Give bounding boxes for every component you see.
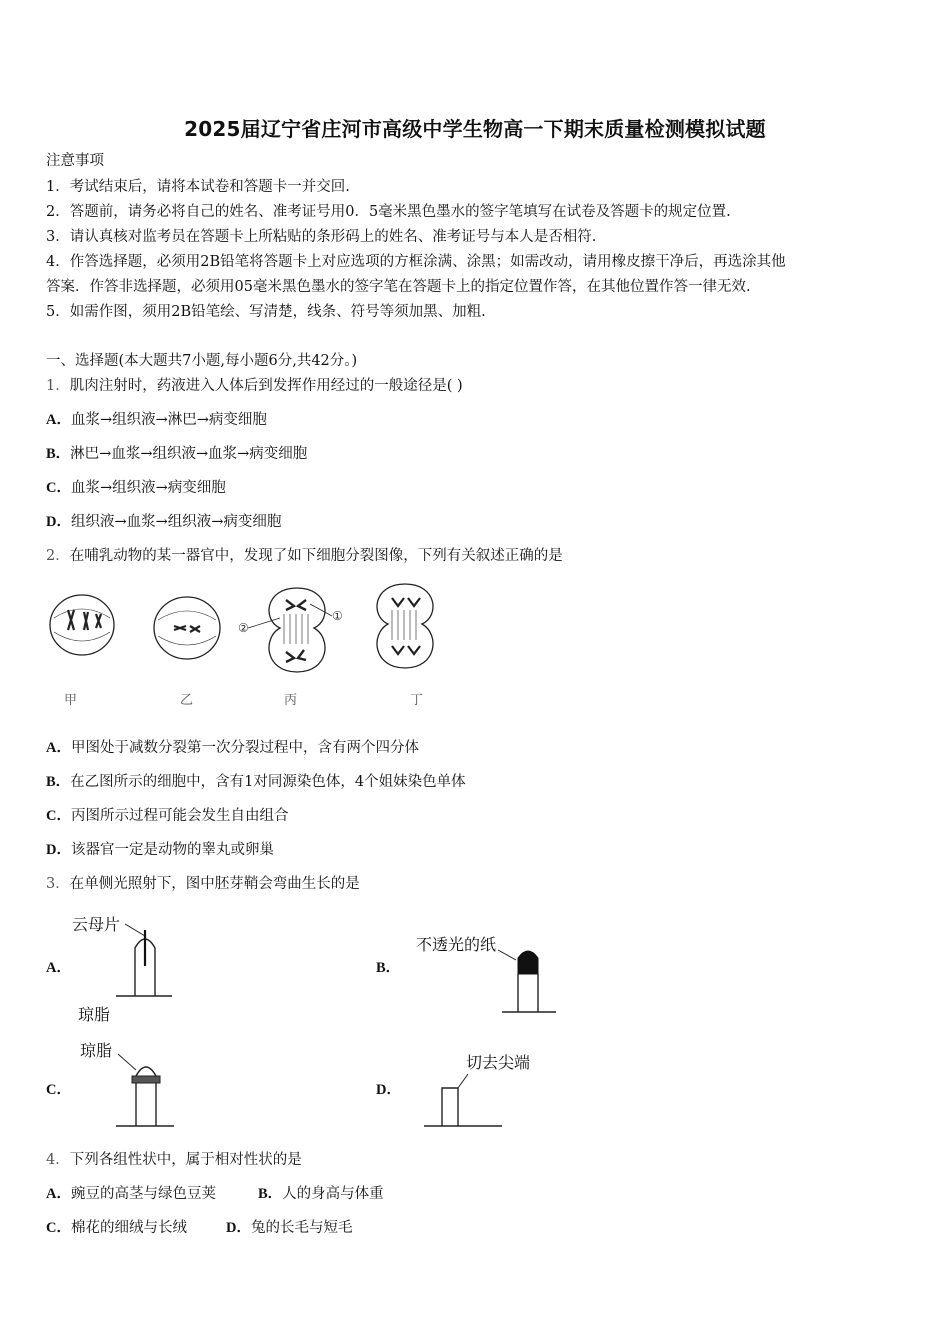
page-title: 2025届辽宁省庄河市高级中学生物高一下期末质量检测模拟试题 bbox=[184, 117, 766, 141]
coleoptile-mica-figure bbox=[70, 908, 190, 1023]
option-text: 人的身高与体重 bbox=[282, 1186, 384, 1202]
option-letter: B． bbox=[376, 960, 401, 976]
option-letter: D． bbox=[46, 842, 71, 858]
coleoptile-opaque-cap-figure bbox=[412, 928, 562, 1018]
question-text: 在单侧光照射下，图中胚芽鞘会弯曲生长的是 bbox=[69, 876, 360, 892]
question-number: 3． bbox=[46, 876, 70, 892]
q2-option-d[interactable] bbox=[46, 840, 274, 860]
q4-option-c[interactable] bbox=[46, 1218, 187, 1238]
q1-option-c[interactable] bbox=[46, 478, 226, 498]
q2-option-b[interactable] bbox=[46, 772, 466, 792]
q4-option-d[interactable] bbox=[226, 1218, 352, 1238]
question-number: 4． bbox=[46, 1152, 70, 1168]
notice-item: 2．答题前，请务必将自己的姓名、准考证号用0．5毫米黑色墨水的签字笔填写在试卷及答题卡的规定位置. bbox=[46, 204, 731, 220]
figure-label-jia: 甲 bbox=[64, 693, 78, 708]
option-letter: D． bbox=[226, 1220, 251, 1236]
option-letter: C． bbox=[46, 1220, 71, 1236]
question-1-stem bbox=[46, 376, 463, 396]
section-heading: 一、选择题(本大题共7小题,每小题6分,共42分。) bbox=[46, 353, 358, 369]
q4-option-a[interactable] bbox=[46, 1184, 216, 1204]
q1-option-a[interactable] bbox=[46, 410, 267, 430]
q3-option-d[interactable] bbox=[376, 1080, 401, 1100]
question-number: 2． bbox=[46, 548, 70, 564]
q3-option-a[interactable] bbox=[46, 958, 71, 978]
q2-option-a[interactable] bbox=[46, 738, 419, 758]
option-text: 该器官一定是动物的睾丸或卵巢 bbox=[70, 842, 274, 858]
option-letter: D． bbox=[376, 1082, 401, 1098]
figure-label-yi: 乙 bbox=[180, 693, 194, 708]
question-text: 肌肉注射时，药液进入人体后到发挥作用经过的一般途径是( ) bbox=[69, 378, 463, 394]
q4-option-b[interactable] bbox=[258, 1184, 384, 1204]
option-text: 血浆→组织液→病变细胞 bbox=[70, 480, 226, 496]
figure-label-bing: 丙 bbox=[284, 693, 298, 708]
option-text: 在乙图所示的细胞中，含有1对同源染色体，4个姐妹染色单体 bbox=[70, 774, 466, 790]
option-letter: A． bbox=[46, 1186, 71, 1202]
option-letter: C． bbox=[46, 1082, 71, 1098]
figure-label-mica: 云母片 bbox=[72, 915, 121, 934]
question-4-stem bbox=[46, 1150, 302, 1170]
option-letter: A． bbox=[46, 960, 71, 976]
notice-item: 1．考试结束后，请将本试卷和答题卡一并交回. bbox=[46, 179, 350, 195]
cell-bing bbox=[248, 588, 332, 672]
figure-mark-1: ① bbox=[332, 609, 343, 623]
notice-item: 4．作答选择题，必须用2B铅笔将答题卡上对应选项的方框涂满、涂黑；如需改动，请用橡皮擦干净后，再选涂其他 bbox=[46, 254, 786, 270]
option-letter: A． bbox=[46, 740, 71, 756]
cell-yi bbox=[154, 597, 220, 659]
figure-mark-2: ② bbox=[238, 621, 249, 635]
figure-label-agar: 琼脂 bbox=[78, 1005, 111, 1024]
figure-label-tip-removed: 切去尖端 bbox=[466, 1053, 531, 1072]
option-letter: C． bbox=[46, 808, 71, 824]
option-text: 组织液→血浆→组织液→病变细胞 bbox=[70, 514, 282, 530]
option-letter: B． bbox=[46, 774, 71, 790]
option-letter: A． bbox=[46, 412, 71, 428]
figure-label-opaque-paper: 不透光的纸 bbox=[416, 935, 497, 954]
option-letter: B． bbox=[46, 446, 71, 462]
q1-option-b[interactable] bbox=[46, 444, 307, 464]
q3-option-c[interactable] bbox=[46, 1080, 71, 1100]
cell-division-figure bbox=[40, 580, 460, 710]
option-text: 棉花的细绒与长绒 bbox=[70, 1220, 187, 1236]
option-letter: B． bbox=[258, 1186, 283, 1202]
option-text: 淋巴→血浆→组织液→血浆→病变细胞 bbox=[70, 446, 308, 462]
q1-option-d[interactable] bbox=[46, 512, 281, 532]
question-text: 在哺乳动物的某一器官中，发现了如下细胞分裂图像，下列有关叙述正确的是 bbox=[69, 548, 563, 564]
option-letter: D． bbox=[46, 514, 71, 530]
q2-option-c[interactable] bbox=[46, 806, 288, 826]
cell-jia bbox=[50, 595, 114, 655]
coleoptile-agar-block-figure bbox=[78, 1036, 188, 1131]
figure-label-ding: 丁 bbox=[410, 693, 424, 708]
notice-item: 答案．作答非选择题，必须用05毫米黑色墨水的签字笔在答题卡上的指定位置作答，在其他位置作答一律无效. bbox=[46, 279, 751, 295]
option-text: 血浆→组织液→淋巴→病变细胞 bbox=[70, 412, 267, 428]
option-text: 兔的长毛与短毛 bbox=[250, 1220, 353, 1236]
question-2-stem bbox=[46, 546, 563, 566]
option-letter: C． bbox=[46, 480, 71, 496]
notice-item: 5．如需作图，须用2B铅笔绘、写清楚，线条、符号等须加黑、加粗. bbox=[46, 304, 486, 320]
coleoptile-tip-removed-figure bbox=[418, 1046, 558, 1131]
cell-ding bbox=[377, 584, 433, 668]
option-text: 豌豆的高茎与绿色豆荚 bbox=[70, 1186, 216, 1202]
question-number: 1． bbox=[46, 378, 70, 394]
option-text: 甲图处于减数分裂第一次分裂过程中，含有两个四分体 bbox=[70, 740, 419, 756]
figure-label-agar-c: 琼脂 bbox=[80, 1041, 113, 1060]
option-text: 丙图所示过程可能会发生自由组合 bbox=[70, 808, 289, 824]
question-text: 下列各组性状中，属于相对性状的是 bbox=[69, 1152, 302, 1168]
question-3-stem bbox=[46, 874, 360, 894]
q3-option-b[interactable] bbox=[376, 958, 400, 978]
notice-item: 3．请认真核对监考员在答题卡上所粘贴的条形码上的姓名、准考证号与本人是否相符. bbox=[46, 229, 597, 245]
notice-heading: 注意事项 bbox=[46, 153, 104, 169]
